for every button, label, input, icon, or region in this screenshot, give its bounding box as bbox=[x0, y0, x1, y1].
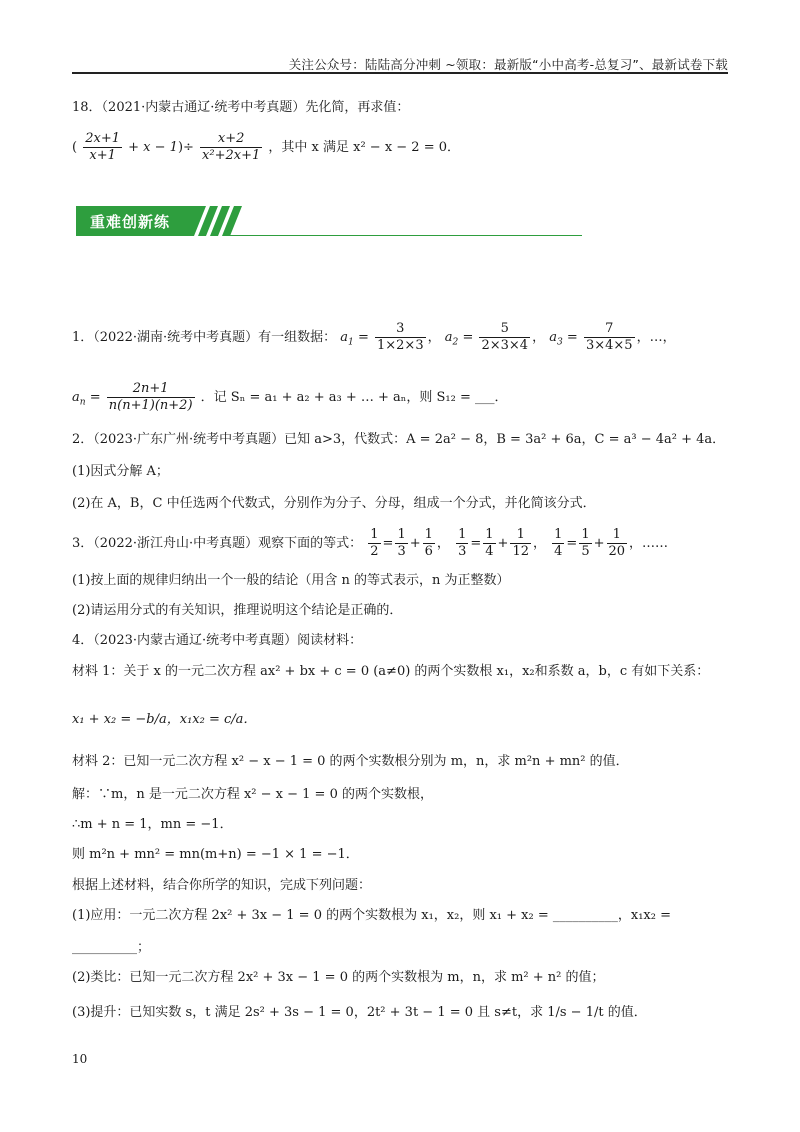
q18-condition: ，其中 x 满足 x² − x − 2 = 0． bbox=[268, 140, 461, 155]
page-number: 10 bbox=[72, 1052, 88, 1066]
p1-line2: $a_n$ = $\frac{2n+1}{n(n+1)(n+2)}$ ．记 Sₙ = a₁ + a₂ + a₃ + … + aₙ，则 S₁₂ = ___． bbox=[72, 380, 508, 413]
p4-sub3: (3)提升：已知实数 s，t 满足 2s² + 3s − 1 = 0，2t² + 3t − 1 = 0 且 s≠t，求 1/s − 1/t 的值． bbox=[72, 1005, 647, 1020]
section-banner bbox=[76, 206, 244, 236]
p2-intro: 2．（2023·广东广州·统考中考真题）已知 a>3，代数式：A = 2a² − 8，B = 3a² + 6a，C = a³ − 4a² + 4a． bbox=[72, 432, 726, 447]
p1-intro: 1．（2022·湖南·统考中考真题）有一组数据： bbox=[72, 330, 337, 345]
p4-sub1-blank: __________； bbox=[72, 940, 151, 955]
p4-lead: 根据上述材料，结合你所学的知识，完成下列问题： bbox=[72, 878, 372, 893]
page-header: 关注公众号：陆陆高分冲刺 ~领取：最新版“小中高考-总复习”、最新试卷下载 bbox=[288, 57, 728, 72]
p4-intro: 4．（2023·内蒙古通辽·统考中考真题）阅读材料： bbox=[72, 633, 363, 648]
p3-sub2: (2)请运用分式的有关知识，推理说明这个结论是正确的． bbox=[72, 603, 403, 618]
p2-sub2: (2)在 A，B，C 中任选两个代数式，分别作为分子、分母，组成一个分式，并化简该分式． bbox=[72, 496, 596, 511]
p1-tail: ．记 Sₙ = a₁ + a₂ + a₃ + … + aₙ，则 S₁₂ = ___． bbox=[200, 390, 508, 405]
header-rule bbox=[72, 72, 728, 74]
p3-sub1: (1)按上面的规律归纳出一个一般的结论（用含 n 的等式表示，n 为正整数） bbox=[72, 573, 510, 588]
p3-intro: 3．（2022·浙江舟山·中考真题）观察下面的等式： bbox=[72, 536, 363, 551]
p4-material1-formula: x₁ + x₂ = −b/a，x₁x₂ = c/a． bbox=[72, 712, 257, 727]
banner-underline bbox=[230, 235, 582, 236]
p4-solution-3: 则 m²n + mn² = mn(m+n) = −1 × 1 = −1． bbox=[72, 847, 359, 862]
p4-sub2: (2)类比：已知一元二次方程 2x² + 3x − 1 = 0 的两个实数根为 m，n，求 m² + n² 的值； bbox=[72, 970, 605, 985]
p3-line1: 3．（2022·浙江舟山·中考真题）观察下面的等式： $\frac{1}{2}$ = $\frac{1}{3}$ + $\frac{1}{6}$ ， $\frac{1}{3}$ = $\frac{1}{4}$ + $\frac{1}{12}$ ， $\frac{1}{4}$ = $\frac{1}{5}$ + $\frac{1}{20}$ ，…… bbox=[72, 526, 669, 559]
q18-intro: 18．（2021·内蒙古通辽·统考中考真题）先化简，再求值： bbox=[72, 100, 410, 115]
p4-solution-1: 解：∵m，n 是一元二次方程 x² − x − 1 = 0 的两个实数根， bbox=[72, 787, 433, 802]
banner-label: 重难创新练 bbox=[90, 213, 171, 231]
p4-solution-2: ∴m + n = 1，mn = −1． bbox=[72, 817, 233, 832]
p1-an-frac: $\frac{2n+1}{n(n+1)(n+2)}$ bbox=[108, 380, 193, 413]
p2-sub1: (1)因式分解 A； bbox=[72, 464, 169, 479]
p4-material2: 材料 2：已知一元二次方程 x² − x − 1 = 0 的两个实数根分别为 m，n，求 m²n + mn² 的值． bbox=[72, 754, 629, 769]
p1-a2-frac: $\frac{5}{2\times 3\times 4}$ bbox=[481, 320, 529, 353]
q18-expression: ( $\frac{2x+1}{x+1}$ + x − 1)÷ $\frac{x+2}{\text{x²+2x+1}}$ ，其中 x 满足 x² − x − 2 = 0． bbox=[72, 130, 461, 163]
q18-frac1: $\frac{2x+1}{x+1}$ bbox=[85, 130, 120, 163]
p1-a3-frac: $\frac{7}{3\times 4\times 5}$ bbox=[585, 320, 633, 353]
q18-frac2: $\frac{x+2}{\text{x²+2x+1}}$ bbox=[202, 130, 261, 163]
p4-sub1: (1)应用：一元二次方程 2x² + 3x − 1 = 0 的两个实数根为 x₁，x₂，则 x₁ + x₂ = __________，x₁x₂ = bbox=[72, 908, 671, 923]
p4-material1: 材料 1：关于 x 的一元二次方程 ax² + bx + c = 0 (a≠0) 的两个实数根 x₁，x₂和系数 a，b，c 有如下关系： bbox=[72, 664, 710, 679]
p1-line1: 1．（2022·湖南·统考中考真题）有一组数据： $a_1$ = $\frac{3}{1\times 2\times 3}$ ， $a_2$ = $\frac{5}{2\times 3\times 4}$ ， $a_3$ = $\frac{7}{3\times 4\times 5}$ ，…， bbox=[72, 320, 676, 353]
p1-a1-frac: $\frac{3}{1\times 2\times 3}$ bbox=[377, 320, 424, 353]
